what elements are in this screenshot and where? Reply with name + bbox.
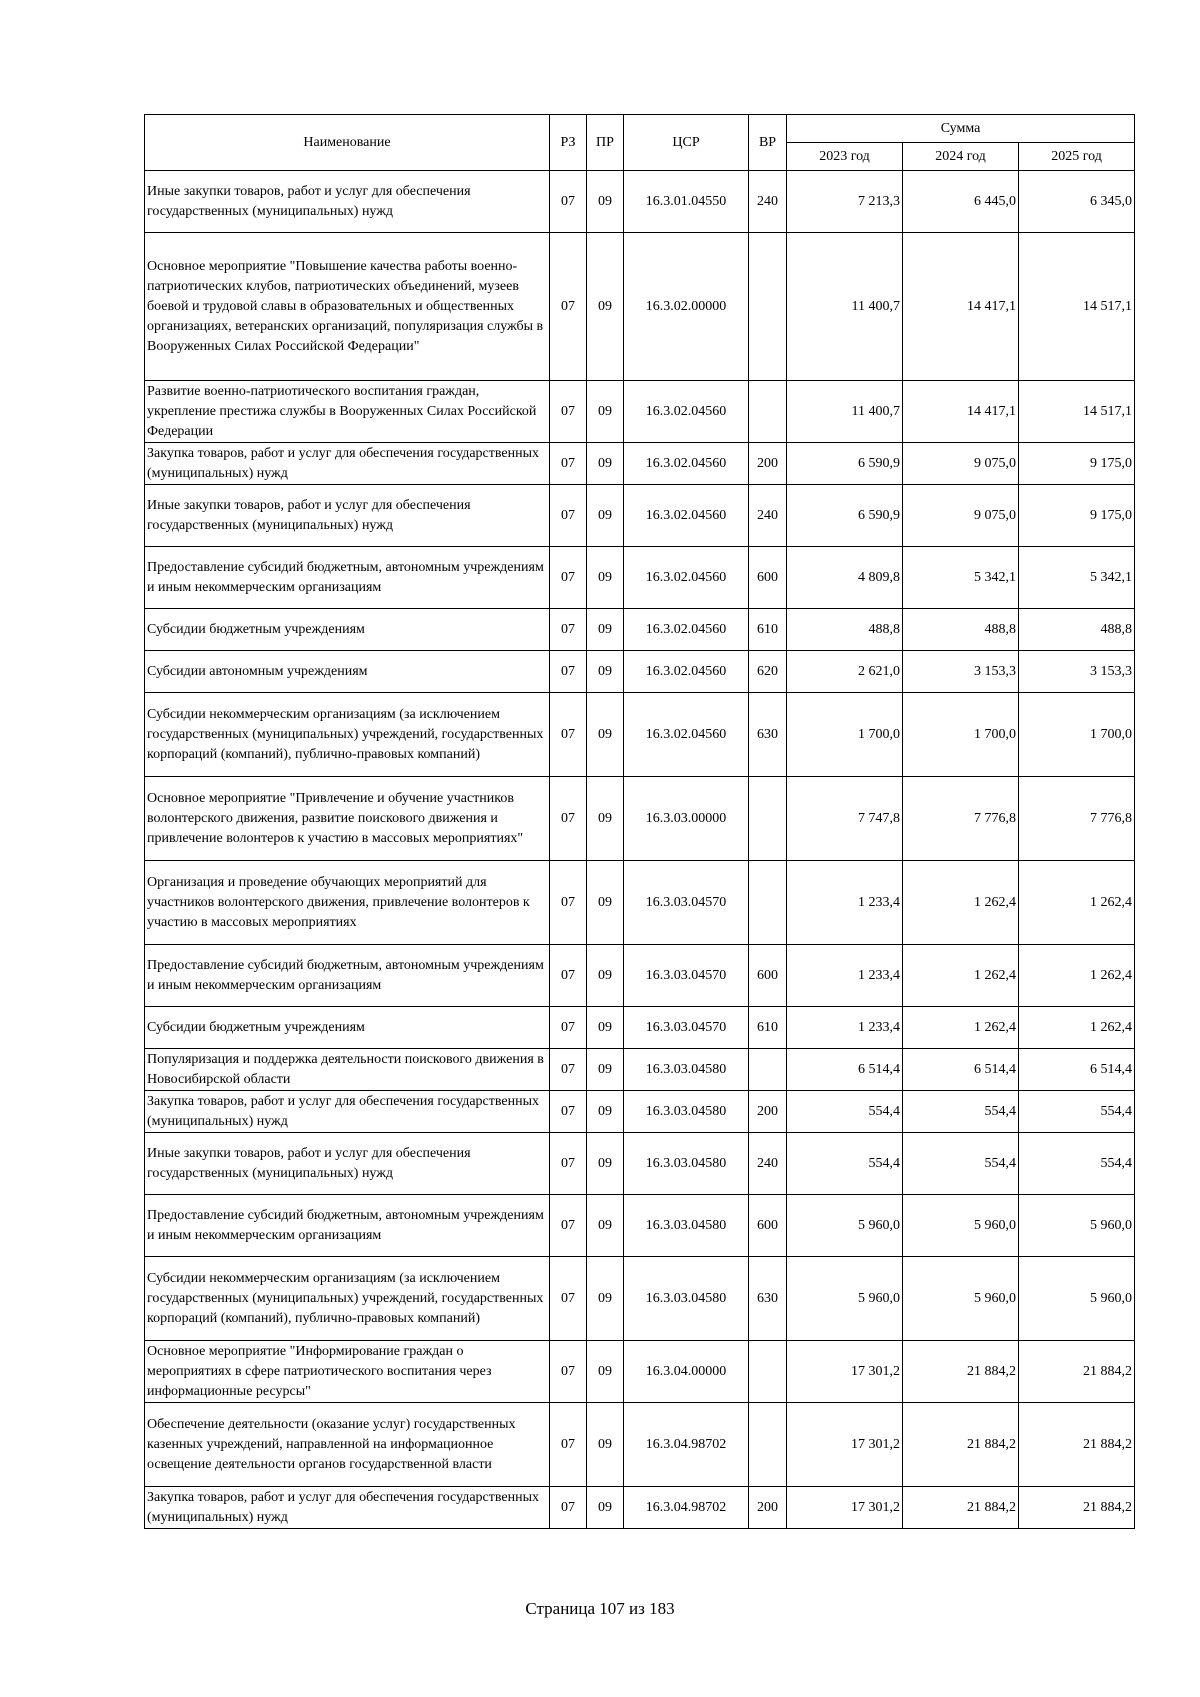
row-sum-2025: 1 262,4 [1019, 861, 1135, 945]
row-pr: 09 [587, 1091, 624, 1133]
row-sum-2024: 21 884,2 [903, 1341, 1019, 1403]
header-year-2024: 2024 год [903, 143, 1019, 171]
row-vr [749, 233, 787, 381]
row-sum-2024: 1 700,0 [903, 693, 1019, 777]
row-csr: 16.3.04.00000 [624, 1341, 749, 1403]
row-sum-2023: 4 809,8 [787, 547, 903, 609]
row-name: Предоставление субсидий бюджетным, автономным учреждениям и иным некоммерческим организациям [145, 945, 550, 1007]
row-name: Предоставление субсидий бюджетным, автономным учреждениям и иным некоммерческим организациям [145, 547, 550, 609]
row-rz: 07 [550, 945, 587, 1007]
page-number: Страница 107 из 183 [525, 1599, 675, 1618]
row-sum-2023: 6 590,9 [787, 485, 903, 547]
row-sum-2025: 1 262,4 [1019, 945, 1135, 1007]
row-csr: 16.3.03.04570 [624, 945, 749, 1007]
row-pr: 09 [587, 443, 624, 485]
row-csr: 16.3.04.98702 [624, 1403, 749, 1487]
row-pr: 09 [587, 777, 624, 861]
row-csr: 16.3.03.04580 [624, 1195, 749, 1257]
row-pr: 09 [587, 861, 624, 945]
row-sum-2025: 14 517,1 [1019, 381, 1135, 443]
row-pr: 09 [587, 945, 624, 1007]
row-sum-2024: 14 417,1 [903, 233, 1019, 381]
row-rz: 07 [550, 171, 587, 233]
row-vr: 200 [749, 1091, 787, 1133]
row-rz: 07 [550, 1487, 587, 1529]
row-sum-2023: 1 233,4 [787, 1007, 903, 1049]
table-row [145, 693, 1135, 777]
row-sum-2023: 6 590,9 [787, 443, 903, 485]
row-vr: 240 [749, 171, 787, 233]
table-row [145, 1341, 1135, 1403]
row-rz: 07 [550, 1341, 587, 1403]
row-sum-2024: 6 445,0 [903, 171, 1019, 233]
budget-table [144, 114, 1135, 1529]
table-row [145, 1133, 1135, 1195]
row-sum-2023: 1 700,0 [787, 693, 903, 777]
table-row [145, 651, 1135, 693]
row-csr: 16.3.03.00000 [624, 777, 749, 861]
table-row [145, 1007, 1135, 1049]
row-vr [749, 861, 787, 945]
row-sum-2025: 6 514,4 [1019, 1049, 1135, 1091]
row-name: Организация и проведение обучающих мероприятий для участников волонтерского движения, привлечение волонтеров к участию в массовых мероприятиях [145, 861, 550, 945]
row-sum-2023: 11 400,7 [787, 381, 903, 443]
table-row [145, 381, 1135, 443]
header-name: Наименование [145, 115, 550, 171]
row-vr: 200 [749, 443, 787, 485]
row-rz: 07 [550, 1257, 587, 1341]
row-sum-2023: 17 301,2 [787, 1403, 903, 1487]
row-csr: 16.3.02.04560 [624, 609, 749, 651]
table-row [145, 945, 1135, 1007]
row-sum-2023: 17 301,2 [787, 1487, 903, 1529]
row-name: Субсидии бюджетным учреждениям [145, 1007, 550, 1049]
row-sum-2024: 9 075,0 [903, 443, 1019, 485]
table-row [145, 547, 1135, 609]
row-vr: 610 [749, 609, 787, 651]
row-sum-2025: 9 175,0 [1019, 485, 1135, 547]
row-sum-2025: 9 175,0 [1019, 443, 1135, 485]
header-vr: ВР [749, 115, 787, 171]
row-sum-2025: 21 884,2 [1019, 1403, 1135, 1487]
row-vr: 600 [749, 547, 787, 609]
row-sum-2025: 3 153,3 [1019, 651, 1135, 693]
header-pr: ПР [587, 115, 624, 171]
row-csr: 16.3.03.04580 [624, 1049, 749, 1091]
row-pr: 09 [587, 1007, 624, 1049]
row-sum-2024: 6 514,4 [903, 1049, 1019, 1091]
row-pr: 09 [587, 651, 624, 693]
row-rz: 07 [550, 1007, 587, 1049]
row-name: Обеспечение деятельности (оказание услуг) государственных казенных учреждений, направленной на информационное освещение деятельности органов государственной власти [145, 1403, 550, 1487]
row-rz: 07 [550, 1091, 587, 1133]
row-csr: 16.3.02.04560 [624, 381, 749, 443]
row-name: Иные закупки товаров, работ и услуг для обеспечения государственных (муниципальных) нужд [145, 1133, 550, 1195]
row-sum-2024: 1 262,4 [903, 861, 1019, 945]
header-sum: Сумма [787, 115, 1135, 143]
header-rz: РЗ [550, 115, 587, 171]
header-year-2025: 2025 год [1019, 143, 1135, 171]
row-name: Субсидии некоммерческим организациям (за исключением государственных (муниципальных) учреждений, государственных корпораций (компаний), публично-правовых компаний) [145, 693, 550, 777]
row-sum-2025: 1 262,4 [1019, 1007, 1135, 1049]
row-sum-2025: 1 700,0 [1019, 693, 1135, 777]
table-row [145, 1091, 1135, 1133]
row-sum-2024: 14 417,1 [903, 381, 1019, 443]
row-name: Закупка товаров, работ и услуг для обеспечения государственных (муниципальных) нужд [145, 443, 550, 485]
row-vr [749, 1049, 787, 1091]
row-sum-2024: 3 153,3 [903, 651, 1019, 693]
row-name: Основное мероприятие "Привлечение и обучение участников волонтерского движения, развитие поискового движения и привлечение волонтеров к участию в массовых мероприятиях" [145, 777, 550, 861]
row-sum-2024: 488,8 [903, 609, 1019, 651]
row-name: Основное мероприятие "Повышение качества работы военно-патриотических клубов, патриотических объединений, музеев боевой и трудовой славы в образовательных и общественных организациях, ветеранских организаций, популяризация службы в Вооруженных Силах Российской Федерации" [145, 233, 550, 381]
row-rz: 07 [550, 651, 587, 693]
row-csr: 16.3.03.04580 [624, 1257, 749, 1341]
row-name: Популяризация и поддержка деятельности поискового движения в Новосибирской области [145, 1049, 550, 1091]
row-sum-2025: 21 884,2 [1019, 1487, 1135, 1529]
row-rz: 07 [550, 1133, 587, 1195]
row-pr: 09 [587, 1049, 624, 1091]
row-vr: 600 [749, 945, 787, 1007]
row-csr: 16.3.03.04580 [624, 1133, 749, 1195]
row-sum-2024: 5 960,0 [903, 1195, 1019, 1257]
row-csr: 16.3.02.04560 [624, 485, 749, 547]
row-sum-2024: 1 262,4 [903, 1007, 1019, 1049]
row-rz: 07 [550, 609, 587, 651]
row-rz: 07 [550, 485, 587, 547]
row-csr: 16.3.03.04580 [624, 1091, 749, 1133]
table-row [145, 1403, 1135, 1487]
row-sum-2025: 554,4 [1019, 1133, 1135, 1195]
row-vr: 630 [749, 1257, 787, 1341]
row-pr: 09 [587, 1195, 624, 1257]
row-vr: 610 [749, 1007, 787, 1049]
row-vr: 200 [749, 1487, 787, 1529]
row-pr: 09 [587, 1487, 624, 1529]
row-rz: 07 [550, 381, 587, 443]
row-sum-2025: 5 342,1 [1019, 547, 1135, 609]
header-csr: ЦСР [624, 115, 749, 171]
row-pr: 09 [587, 1341, 624, 1403]
row-csr: 16.3.02.04560 [624, 443, 749, 485]
row-sum-2023: 5 960,0 [787, 1195, 903, 1257]
row-csr: 16.3.03.04570 [624, 1007, 749, 1049]
table-row [145, 233, 1135, 381]
row-sum-2025: 14 517,1 [1019, 233, 1135, 381]
row-pr: 09 [587, 609, 624, 651]
table-body [145, 171, 1135, 1529]
row-csr: 16.3.04.98702 [624, 1487, 749, 1529]
row-sum-2025: 554,4 [1019, 1091, 1135, 1133]
row-rz: 07 [550, 443, 587, 485]
row-sum-2025: 21 884,2 [1019, 1341, 1135, 1403]
row-rz: 07 [550, 861, 587, 945]
row-name: Развитие военно-патриотического воспитания граждан, укрепление престижа службы в Вооруженных Силах Российской Федерации [145, 381, 550, 443]
row-vr: 240 [749, 1133, 787, 1195]
row-sum-2024: 7 776,8 [903, 777, 1019, 861]
row-name: Субсидии автономным учреждениям [145, 651, 550, 693]
row-sum-2023: 554,4 [787, 1133, 903, 1195]
row-sum-2023: 7 747,8 [787, 777, 903, 861]
row-sum-2025: 6 345,0 [1019, 171, 1135, 233]
row-vr: 600 [749, 1195, 787, 1257]
row-csr: 16.3.02.04560 [624, 547, 749, 609]
row-vr: 240 [749, 485, 787, 547]
row-vr [749, 777, 787, 861]
table-row [145, 485, 1135, 547]
row-pr: 09 [587, 233, 624, 381]
row-csr: 16.3.01.04550 [624, 171, 749, 233]
table-row [145, 1257, 1135, 1341]
row-pr: 09 [587, 1133, 624, 1195]
row-name: Иные закупки товаров, работ и услуг для обеспечения государственных (муниципальных) нужд [145, 485, 550, 547]
row-csr: 16.3.02.04560 [624, 651, 749, 693]
table-row [145, 1195, 1135, 1257]
row-vr: 630 [749, 693, 787, 777]
row-pr: 09 [587, 1403, 624, 1487]
row-sum-2023: 1 233,4 [787, 861, 903, 945]
row-csr: 16.3.02.04560 [624, 693, 749, 777]
row-pr: 09 [587, 381, 624, 443]
row-pr: 09 [587, 485, 624, 547]
table-row [145, 777, 1135, 861]
row-pr: 09 [587, 547, 624, 609]
row-sum-2023: 5 960,0 [787, 1257, 903, 1341]
row-sum-2023: 17 301,2 [787, 1341, 903, 1403]
row-sum-2023: 2 621,0 [787, 651, 903, 693]
table-row [145, 609, 1135, 651]
row-rz: 07 [550, 1195, 587, 1257]
row-rz: 07 [550, 1403, 587, 1487]
row-vr [749, 381, 787, 443]
row-rz: 07 [550, 547, 587, 609]
table-row [145, 171, 1135, 233]
table-row [145, 443, 1135, 485]
row-name: Закупка товаров, работ и услуг для обеспечения государственных (муниципальных) нужд [145, 1487, 550, 1529]
row-sum-2024: 5 960,0 [903, 1257, 1019, 1341]
row-sum-2024: 554,4 [903, 1091, 1019, 1133]
header-year-2023: 2023 год [787, 143, 903, 171]
row-sum-2024: 1 262,4 [903, 945, 1019, 1007]
row-sum-2024: 9 075,0 [903, 485, 1019, 547]
row-sum-2025: 7 776,8 [1019, 777, 1135, 861]
row-sum-2025: 488,8 [1019, 609, 1135, 651]
row-rz: 07 [550, 1049, 587, 1091]
row-sum-2023: 11 400,7 [787, 233, 903, 381]
row-pr: 09 [587, 171, 624, 233]
row-sum-2023: 1 233,4 [787, 945, 903, 1007]
row-csr: 16.3.03.04570 [624, 861, 749, 945]
row-name: Иные закупки товаров, работ и услуг для обеспечения государственных (муниципальных) нужд [145, 171, 550, 233]
row-sum-2025: 5 960,0 [1019, 1257, 1135, 1341]
row-vr [749, 1403, 787, 1487]
row-sum-2025: 5 960,0 [1019, 1195, 1135, 1257]
row-sum-2024: 21 884,2 [903, 1487, 1019, 1529]
row-name: Закупка товаров, работ и услуг для обеспечения государственных (муниципальных) нужд [145, 1091, 550, 1133]
row-vr [749, 1341, 787, 1403]
row-sum-2023: 488,8 [787, 609, 903, 651]
row-sum-2024: 5 342,1 [903, 547, 1019, 609]
row-csr: 16.3.02.00000 [624, 233, 749, 381]
row-sum-2023: 7 213,3 [787, 171, 903, 233]
row-vr: 620 [749, 651, 787, 693]
row-sum-2023: 554,4 [787, 1091, 903, 1133]
row-rz: 07 [550, 233, 587, 381]
row-name: Основное мероприятие "Информирование граждан о мероприятиях в сфере патриотического воспитания через информационные ресурсы" [145, 1341, 550, 1403]
row-rz: 07 [550, 777, 587, 861]
row-sum-2024: 554,4 [903, 1133, 1019, 1195]
row-pr: 09 [587, 693, 624, 777]
row-name: Субсидии бюджетным учреждениям [145, 609, 550, 651]
row-sum-2024: 21 884,2 [903, 1403, 1019, 1487]
row-name: Предоставление субсидий бюджетным, автономным учреждениям и иным некоммерческим организациям [145, 1195, 550, 1257]
row-rz: 07 [550, 693, 587, 777]
row-pr: 09 [587, 1257, 624, 1341]
table-row [145, 1049, 1135, 1091]
row-sum-2023: 6 514,4 [787, 1049, 903, 1091]
row-name: Субсидии некоммерческим организациям (за исключением государственных (муниципальных) учреждений, государственных корпораций (компаний), публично-правовых компаний) [145, 1257, 550, 1341]
table-row [145, 1487, 1135, 1529]
table-row [145, 861, 1135, 945]
